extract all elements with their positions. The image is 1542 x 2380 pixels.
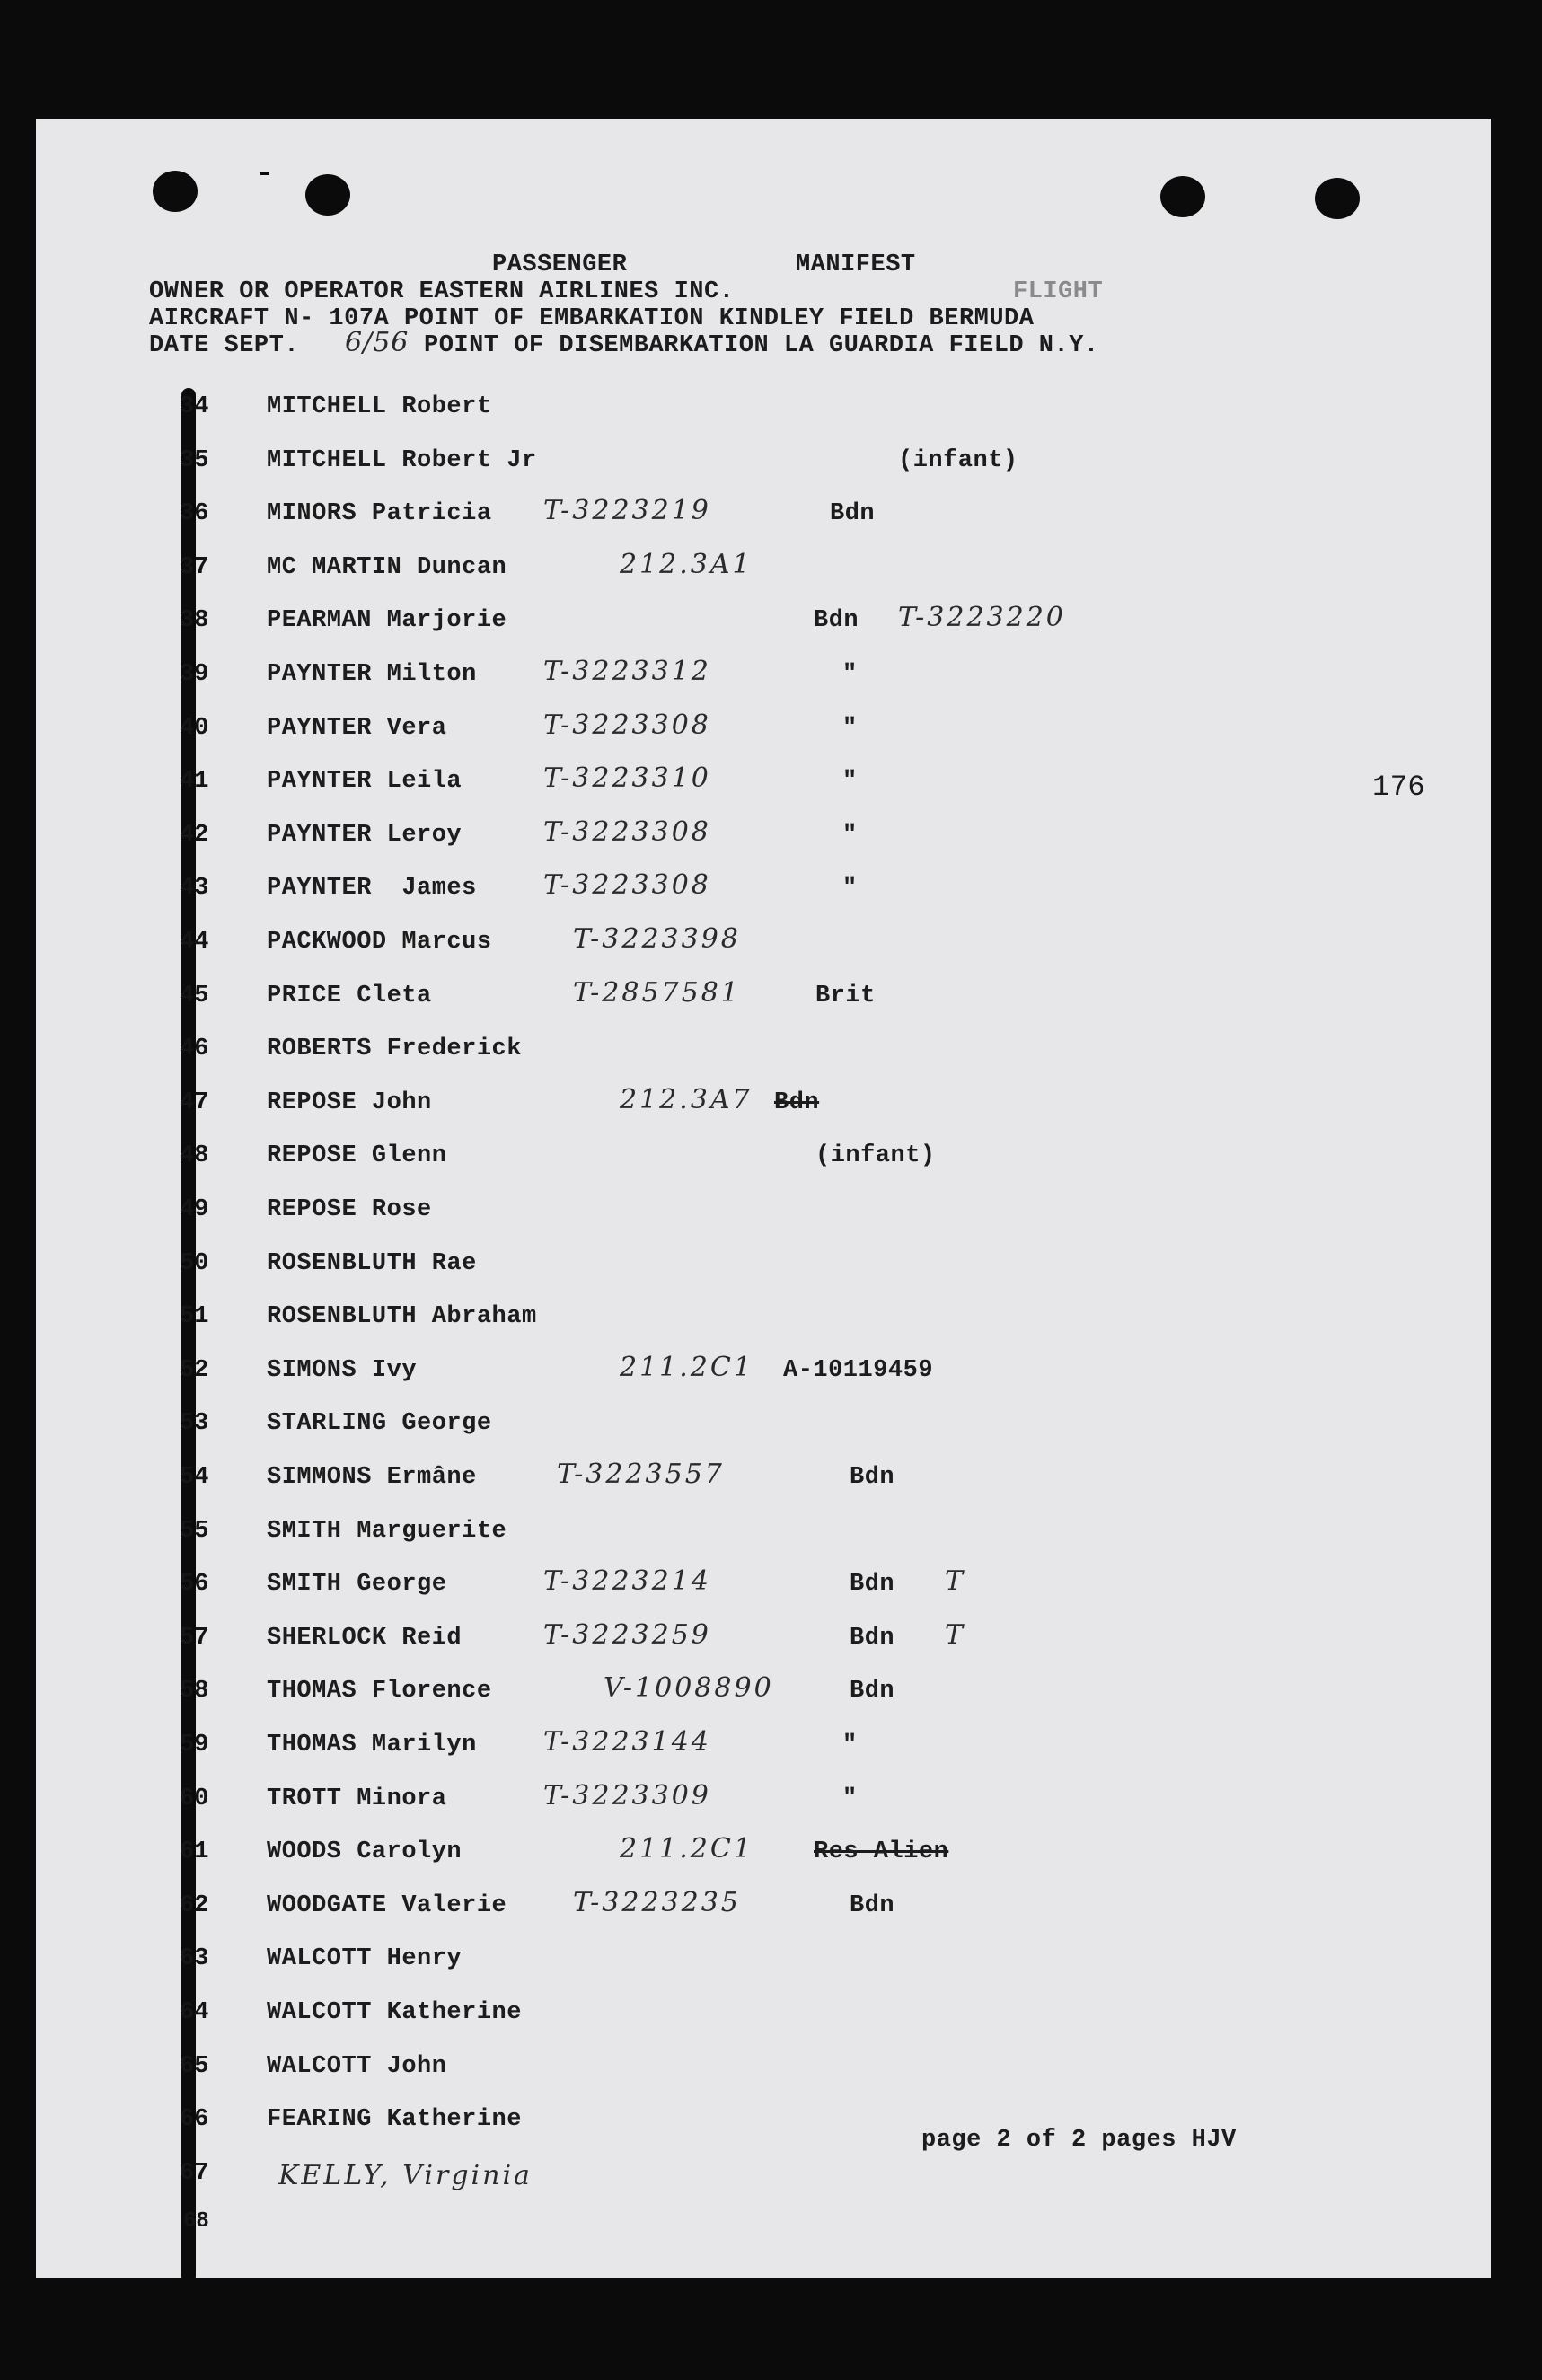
passenger-name: REPOSE John <box>267 1089 432 1116</box>
row-number: 60 <box>180 1785 209 1812</box>
document-number: 212.3A1 <box>620 548 753 580</box>
passenger-row <box>36 869 1491 920</box>
status-note: " <box>842 714 858 742</box>
document-number: T-3223308 <box>543 709 711 741</box>
passenger-row <box>36 1245 1491 1295</box>
header-flight: FLIGHT <box>1013 278 1104 305</box>
header-disembarkation: POINT OF DISEMBARKATION LA GUARDIA FIELD N.Y. <box>424 332 1099 359</box>
document-number: T-3223219 <box>543 495 711 527</box>
row-number: 61 <box>180 1838 209 1866</box>
passenger-row <box>36 1565 1491 1616</box>
passenger-name: REPOSE Glenn <box>267 1142 447 1170</box>
status-note: Bdn <box>830 500 876 528</box>
passenger-name: WALCOTT Katherine <box>267 1999 522 2026</box>
passenger-row <box>36 1940 1491 1990</box>
passenger-row <box>36 549 1491 599</box>
handwritten-mark: T <box>945 1565 966 1598</box>
punch-hole <box>1315 178 1360 219</box>
document-number: T-3223308 <box>543 815 711 848</box>
row-number: 59 <box>180 1732 209 1759</box>
row-number: 35 <box>180 446 209 474</box>
document-number: T-2857581 <box>573 976 741 1009</box>
header-manifest: MANIFEST <box>796 251 916 278</box>
row-number: 40 <box>180 714 209 742</box>
row-number: 55 <box>180 1517 209 1545</box>
passenger-name: FEARING Katherine <box>267 2106 522 2134</box>
row-number: 58 <box>180 1678 209 1706</box>
passenger-row <box>36 388 1491 438</box>
document-number: T-3223214 <box>543 1565 711 1598</box>
document-number: T-3223309 <box>543 1779 711 1811</box>
passenger-name: PAYNTER James <box>267 875 477 903</box>
manifest-sheet <box>36 119 1491 2278</box>
status-note: " <box>842 768 858 796</box>
row-number: 67 <box>180 2159 209 2187</box>
passenger-name: MITCHELL Robert Jr <box>267 446 537 474</box>
passenger-name: SMITH Marguerite <box>267 1517 507 1545</box>
status-note: " <box>842 1785 858 1812</box>
document-number: T-3223144 <box>543 1726 711 1758</box>
header-owner: OWNER OR OPERATOR EASTERN AIRLINES INC. <box>149 278 735 305</box>
passenger-row <box>36 1726 1491 1776</box>
document-number: T-3223398 <box>573 923 741 955</box>
passenger-row <box>36 1672 1491 1723</box>
status-note: Bdn <box>850 1571 895 1599</box>
row-number: 38 <box>180 607 209 635</box>
passenger-name: WALCOTT John <box>267 2052 447 2080</box>
passenger-name: KELLY, Virginia <box>278 2159 533 2191</box>
passenger-row <box>36 710 1491 760</box>
status-note: Res Alien <box>814 1838 949 1866</box>
passenger-name: THOMAS Marilyn <box>267 1732 477 1759</box>
passenger-name: TROTT Minora <box>267 1785 447 1812</box>
row-number: 54 <box>180 1464 209 1491</box>
row-number: 50 <box>180 1249 209 1277</box>
passenger-row <box>36 816 1491 867</box>
punch-hole <box>153 171 198 212</box>
passenger-row <box>36 2101 1491 2151</box>
row-number: 64 <box>180 1999 209 2026</box>
status-note: " <box>842 821 858 849</box>
row-number: 46 <box>180 1036 209 1063</box>
passenger-name: REPOSE Rose <box>267 1196 432 1223</box>
status-note: (infant) <box>898 446 1018 474</box>
status-note: Bdn <box>814 607 859 635</box>
row-number: 36 <box>180 500 209 528</box>
row-number: 65 <box>180 2052 209 2080</box>
status-note: " <box>842 661 858 688</box>
passenger-row <box>36 977 1491 1027</box>
status-note: Bdn <box>850 1464 895 1491</box>
passenger-row <box>36 1512 1491 1563</box>
passenger-row <box>36 1887 1491 1937</box>
row-number: 52 <box>180 1356 209 1384</box>
passenger-name: ROBERTS Frederick <box>267 1036 522 1063</box>
status-note: " <box>842 875 858 903</box>
passenger-row <box>36 762 1491 813</box>
passenger-name: MINORS Patricia <box>267 500 492 528</box>
passenger-name: SIMONS Ivy <box>267 1356 418 1384</box>
passenger-name: SIMMONS Ermâne <box>267 1464 477 1491</box>
row-number: 53 <box>180 1410 209 1438</box>
passenger-name: THOMAS Florence <box>267 1678 492 1706</box>
passenger-name: PAYNTER Leila <box>267 768 463 796</box>
document-number: T-3223557 <box>557 1459 725 1490</box>
handwritten-mark: T-3223220 <box>898 602 1066 634</box>
passenger-name: PACKWOOD Marcus <box>267 929 492 956</box>
passenger-row <box>36 1405 1491 1455</box>
status-note: " <box>842 1732 858 1759</box>
status-note: A-10119459 <box>783 1356 934 1384</box>
passenger-row <box>36 1352 1491 1402</box>
passenger-name: PAYNTER Vera <box>267 714 447 742</box>
passenger-row <box>36 923 1491 974</box>
scratch-mark <box>260 172 269 175</box>
passenger-row <box>36 1619 1491 1670</box>
row-number: 63 <box>180 1945 209 1973</box>
row-number: 43 <box>180 875 209 903</box>
passenger-row <box>36 1994 1491 2044</box>
passenger-name: SHERLOCK Reid <box>267 1624 463 1652</box>
passenger-name: PEARMAN Marjorie <box>267 607 507 635</box>
passenger-name: PRICE Cleta <box>267 982 432 1009</box>
row-number: 49 <box>180 1196 209 1223</box>
passenger-name: PAYNTER Leroy <box>267 821 463 849</box>
status-note: Bdn <box>850 1678 895 1706</box>
passenger-row <box>36 495 1491 545</box>
passenger-row <box>36 1137 1491 1187</box>
passenger-name: STARLING George <box>267 1410 492 1438</box>
passenger-row <box>36 1459 1491 1509</box>
status-note: (infant) <box>815 1142 936 1170</box>
document-number: 211.2C1 <box>620 1833 753 1865</box>
row-number: 42 <box>180 821 209 849</box>
header-passenger: PASSENGER <box>492 251 628 278</box>
passenger-row <box>36 1030 1491 1080</box>
row-number: 44 <box>180 929 209 956</box>
passenger-name: MC MARTIN Duncan <box>267 553 507 581</box>
document-number: T-3223310 <box>543 762 711 795</box>
punch-hole <box>1160 176 1205 217</box>
status-note: Bdn <box>850 1891 895 1919</box>
row-number: 51 <box>180 1303 209 1331</box>
final-row-number: 68 <box>183 2209 209 2234</box>
status-note: Bdn <box>850 1624 895 1652</box>
passenger-row <box>36 1780 1491 1830</box>
passenger-row <box>36 2155 1491 2205</box>
passenger-name: SMITH George <box>267 1571 447 1599</box>
row-number: 37 <box>180 553 209 581</box>
page-footer: page 2 of 2 pages HJV <box>921 2127 1237 2154</box>
passenger-name: ROSENBLUTH Abraham <box>267 1303 537 1331</box>
row-number: 34 <box>180 393 209 420</box>
status-note: Bdn <box>774 1089 820 1116</box>
row-number: 39 <box>180 661 209 688</box>
passenger-row <box>36 1191 1491 1241</box>
header-aircraft: AIRCRAFT N- 107A POINT OF EMBARKATION KINDLEY FIELD BERMUDA <box>149 305 1035 332</box>
passenger-row <box>36 1833 1491 1883</box>
document-number: T-3223235 <box>573 1886 741 1918</box>
header-date-value: 6/56 <box>345 327 410 358</box>
header-date-label: DATE SEPT. <box>149 332 300 359</box>
row-number: 66 <box>180 2106 209 2134</box>
row-number: 57 <box>180 1624 209 1652</box>
handwritten-mark: T <box>945 1618 966 1651</box>
row-number: 56 <box>180 1571 209 1599</box>
margin-number: 176 <box>1372 771 1426 804</box>
row-number: 41 <box>180 768 209 796</box>
passenger-name: WOODS Carolyn <box>267 1838 463 1866</box>
passenger-row <box>36 1298 1491 1348</box>
passenger-row <box>36 656 1491 706</box>
passenger-row <box>36 2048 1491 2098</box>
punch-hole <box>305 174 350 216</box>
document-number: T-3223312 <box>543 656 711 687</box>
row-number: 48 <box>180 1142 209 1170</box>
row-number: 62 <box>180 1891 209 1919</box>
row-number: 47 <box>180 1089 209 1116</box>
document-number: 211.2C1 <box>620 1351 753 1383</box>
passenger-row <box>36 602 1491 652</box>
passenger-row <box>36 1084 1491 1134</box>
document-number: T-3223259 <box>543 1618 711 1651</box>
document-number: V-1008890 <box>604 1672 774 1705</box>
passenger-row <box>36 442 1491 492</box>
passenger-name: WOODGATE Valerie <box>267 1891 507 1919</box>
passenger-name: ROSENBLUTH Rae <box>267 1249 477 1277</box>
passenger-name: PAYNTER Milton <box>267 661 477 688</box>
status-note: Brit <box>815 982 876 1009</box>
passenger-name: WALCOTT Henry <box>267 1945 463 1973</box>
row-number: 45 <box>180 982 209 1009</box>
passenger-name: MITCHELL Robert <box>267 393 492 420</box>
document-number: T-3223308 <box>543 869 711 902</box>
document-number: 212.3A7 <box>620 1083 753 1115</box>
